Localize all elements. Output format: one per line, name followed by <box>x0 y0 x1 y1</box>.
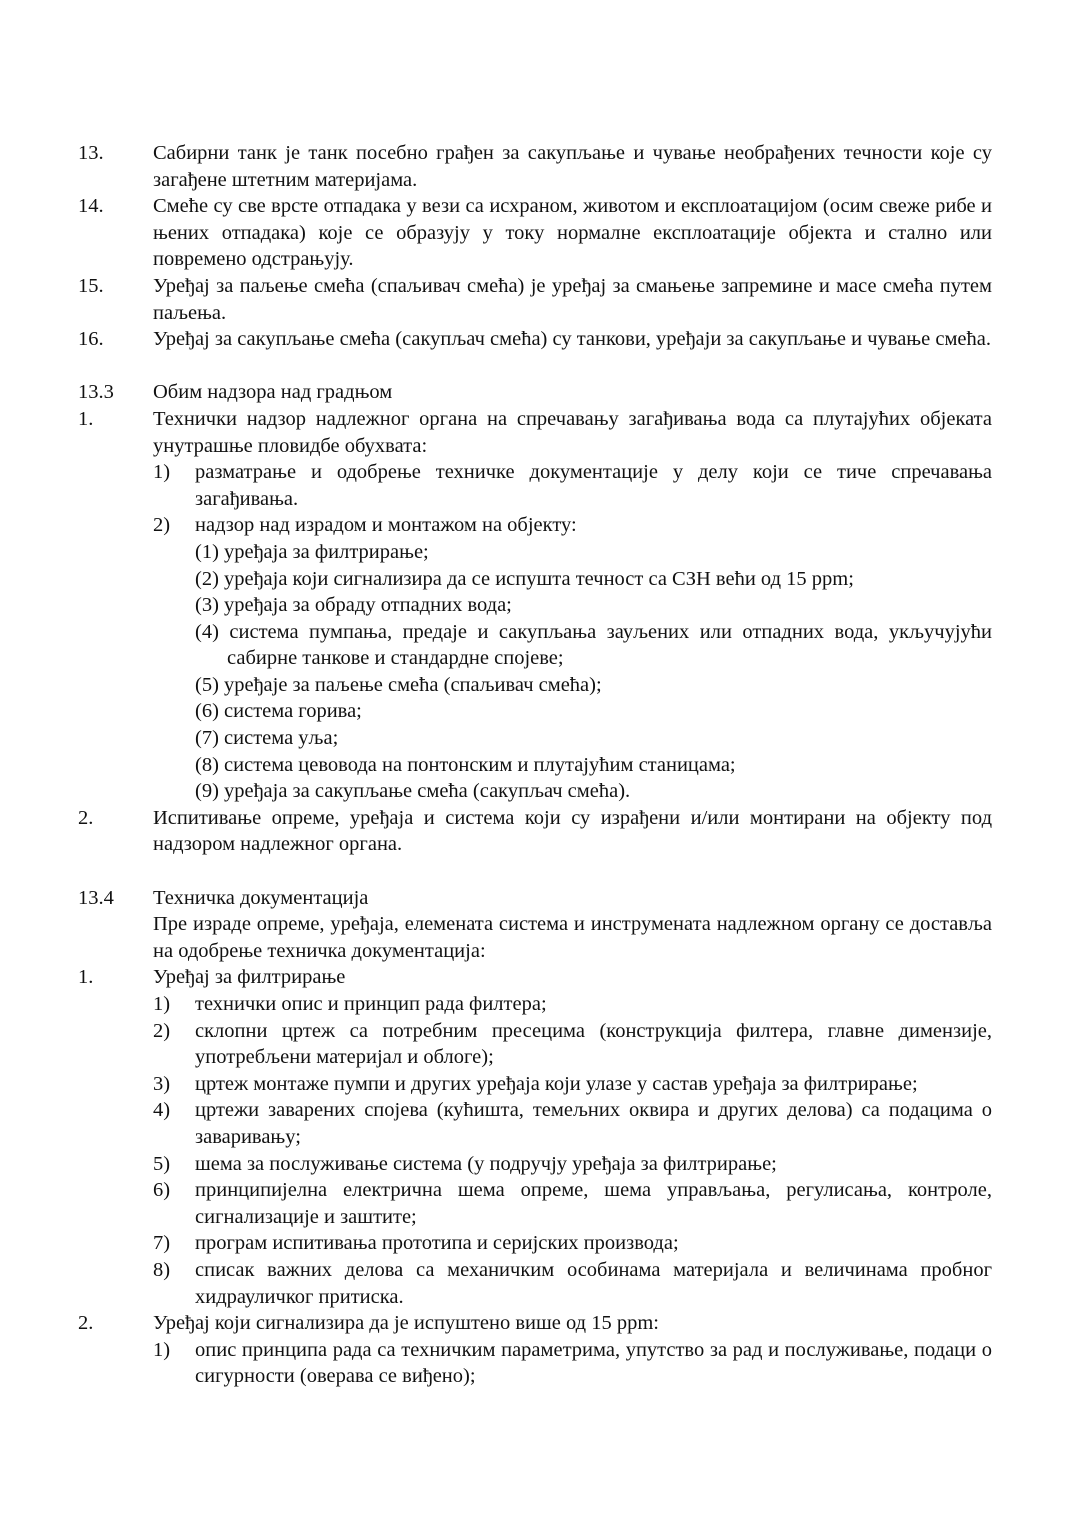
item-number: 1. <box>78 966 94 989</box>
sub-item-text: списак важних делова са механичким особинама материјала и величинама пробног хидрауличког притиска. <box>195 1258 992 1308</box>
sub-item <box>78 1257 992 1310</box>
sub-item <box>78 1071 992 1098</box>
definition-item <box>78 193 992 273</box>
section-intro: Пре израде опреме, уређаја, елемената система и инструмената надлежном органу се доставља на одобрење техничка документација: <box>153 913 992 962</box>
item-text: Смеће су све врсте отпадака у вези са исхраном, животом и експлоатацијом (осим свеже рибе и њених отпадака) које се образују у току нормалне експлоатације објекта и стално или повремено одстрањују. <box>153 195 992 271</box>
definition-item <box>78 273 992 326</box>
sub-sub-item: (1) уређаја за филтрирање; <box>195 540 429 563</box>
sub-item <box>78 1337 992 1390</box>
sub-item <box>78 1177 992 1230</box>
item-text: Уређај који сигнализира да је испуштено више од 15 ppm: <box>153 1312 660 1335</box>
spacer <box>78 858 992 885</box>
list-item <box>78 805 992 858</box>
sub-item-number: 1) <box>153 461 171 484</box>
item-text: Уређај за сакупљање смећа (сакупљач смећа) су танкови, уређаји за сакупљање и чување смећа. <box>153 328 991 351</box>
sub-item-number: 6) <box>153 1179 171 1202</box>
sub-item-text: надзор над израдом и монтажом на објекту: <box>195 514 577 537</box>
list-item <box>78 964 992 991</box>
sub-item-number: 1) <box>153 993 171 1015</box>
spacer <box>78 353 992 380</box>
sub-sub-item: (9) уређаја за сакупљање смећа (сакупљач смећа). <box>195 780 631 803</box>
section-title: Обим надзора над градњом <box>153 381 393 404</box>
sub-item-text: технички опис и принцип рада филтера; <box>195 993 547 1015</box>
sub-item-number: 7) <box>153 1232 171 1255</box>
sub-item-text: цртежи заварених спојева (кућишта, темељних оквира и других делова) са подацима о заваривању; <box>195 1099 992 1148</box>
item-number: 14. <box>78 195 104 218</box>
sub-item <box>78 1151 992 1178</box>
sub-sub-item: (2) уређаја који сигнализира да се испушта течност са СЗН већи од 15 ppm; <box>195 567 854 590</box>
sub-sub-item: (4) система пумпања, предаје и сакупљања зауљених или отпадних вода, укључујући сабирне танкове и стандардне спојеве; <box>195 620 992 670</box>
section-number: 13.3 <box>78 381 114 404</box>
sub-item-text: опис принципа рада са техничким параметрима, упутство за рад и послуживање, подаци о сигурности (оверава се виђено); <box>195 1338 992 1388</box>
definition-item <box>78 140 992 193</box>
sub-sub-item: (5) уређаје за паљење смећа (спаљивач смећа); <box>195 673 602 696</box>
list-item <box>78 406 992 459</box>
list-item <box>78 1310 992 1337</box>
sub-item-text: разматрање и одобрење техничке документације у делу који се тиче спречавања загађивања. <box>195 461 992 510</box>
sub-item-text: склопни цртеж са потребним пресецима (конструкција филтера, главне димензије, употребљени материјал и облоге); <box>195 1019 992 1069</box>
item-number: 2. <box>78 806 94 829</box>
section-title: Техничка документација <box>153 886 369 909</box>
sub-item <box>78 459 992 512</box>
section-heading-13-4 <box>78 885 992 912</box>
sub-item-number: 2) <box>153 514 171 537</box>
section-number: 13.4 <box>78 886 114 909</box>
sub-item-number: 3) <box>153 1072 171 1095</box>
sub-sub-item: (8) система цевовода на понтонским и плутајућим станицама; <box>195 753 736 776</box>
sub-sub-item: (6) система горива; <box>195 700 362 723</box>
sub-item <box>78 1097 992 1150</box>
item-text: Испитивање опреме, уређаја и система који су израђени и/или монтирани на објекту под надзором надлежног органа. <box>153 806 992 856</box>
item-number: 15. <box>78 274 104 297</box>
sub-item-text: програм испитивања прототипа и серијских производа; <box>195 1232 679 1255</box>
sub-item-text: цртеж монтаже пумпи и других уређаја који улазе у састав уређаја за филтрирање; <box>195 1072 918 1095</box>
sub-item-number: 4) <box>153 1099 171 1122</box>
definition-item <box>78 326 992 353</box>
sub-item <box>78 991 992 1018</box>
sub-item <box>78 1018 992 1071</box>
sub-item-number: 5) <box>153 1152 171 1175</box>
sub-item <box>78 1230 992 1257</box>
item-number: 2. <box>78 1312 94 1335</box>
sub-item-number: 1) <box>153 1338 171 1361</box>
sub-item <box>78 512 992 539</box>
sub-item-text: принципијелна електрична шема опреме, шема управљања, регулисања, контроле, сигнализације и заштите; <box>195 1179 992 1228</box>
item-text: Уређај за филтрирање <box>153 966 346 989</box>
item-text: Уређај за паљење смећа (спаљивач смећа) је уређај за смањење запремине и масе смећа путем паљења. <box>153 274 992 324</box>
item-text: Сабирни танк је танк посебно грађен за сакупљање и чување необрађених течности које су загађене штетним материјама. <box>153 142 992 191</box>
sub-item-number: 8) <box>153 1258 171 1281</box>
item-number: 13. <box>78 142 104 164</box>
item-number: 1. <box>78 407 94 430</box>
item-number: 16. <box>78 328 104 351</box>
sub-sub-item: (7) система уља; <box>195 727 339 750</box>
page-content <box>78 140 992 1390</box>
sub-item-text: шема за послуживање система (у подручју уређаја за филтрирање; <box>195 1152 777 1175</box>
item-text: Технички надзор надлежног органа на спречавању загађивања вода са плутајућих објеката унутрашње пловидбе обухвата: <box>153 407 992 457</box>
sub-item-number: 2) <box>153 1019 171 1042</box>
sub-sub-item: (3) уређаја за обраду отпадних вода; <box>195 594 512 617</box>
section-heading-13-3 <box>78 379 992 406</box>
